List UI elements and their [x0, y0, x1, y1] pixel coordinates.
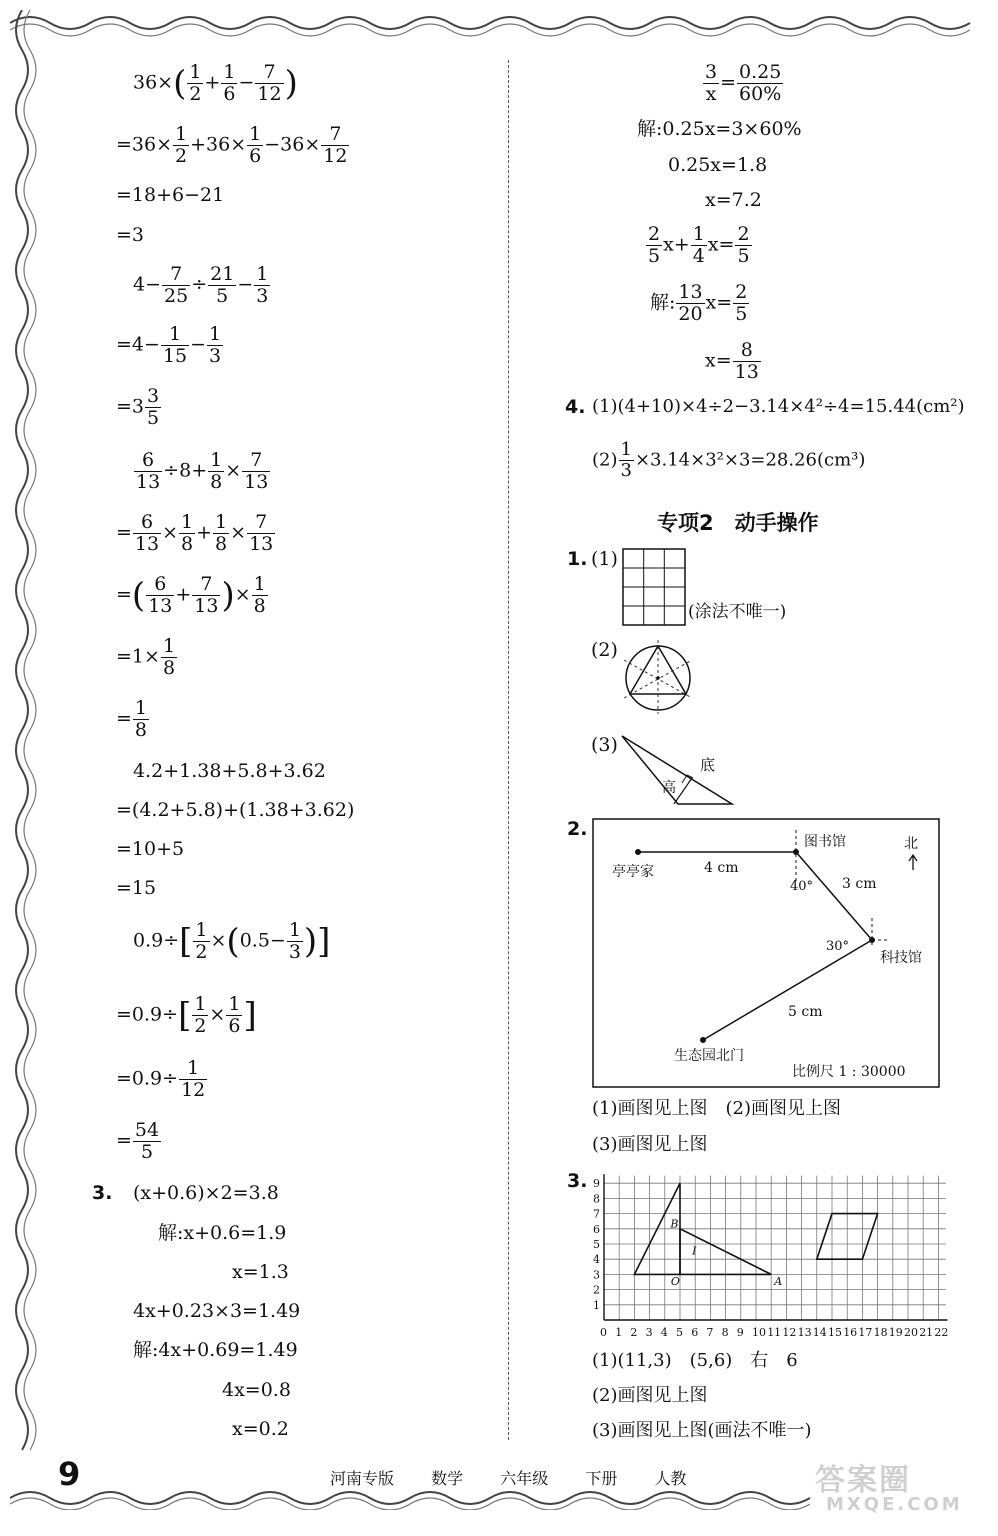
calc5-line2: =0.9÷[ $\frac{1}{2}$ × $\frac{1}{6}$ ] — [116, 993, 257, 1037]
x-tick-label: 0 — [600, 1326, 607, 1339]
x-tick-label: 7 — [706, 1326, 714, 1339]
x-tick-label: 18 — [873, 1326, 888, 1339]
page-number: 9 — [58, 1455, 81, 1493]
q4-number: 4. — [565, 396, 586, 418]
label-b: B — [670, 1217, 679, 1231]
calc4-line2: =(4.2+5.8)+(1.38+3.62) — [116, 799, 355, 821]
y-tick-label: 5 — [593, 1238, 600, 1251]
map-north-label: 北 — [904, 836, 918, 852]
map-figure — [592, 818, 940, 1088]
q3-line1: (x+0.6)×2=3.8 — [133, 1182, 279, 1204]
s3-answer2: (2)画图见上图 — [592, 1385, 708, 1406]
calc1-line1: 36×( $\frac{1}{2}$ + $\frac{1}{6}$ − $\frac{7}{12}$ ) — [133, 61, 298, 105]
s1-part1-label: (1) — [591, 548, 618, 570]
map-angle1: 40° — [790, 879, 814, 894]
circle-triangle-figure — [620, 640, 696, 716]
s1-part2-label: (2) — [591, 639, 618, 661]
s1-number: 1. — [567, 548, 588, 570]
q3-line7: x=0.2 — [232, 1418, 289, 1440]
base-label: 底 — [700, 756, 716, 774]
map-scale: 比例尺 1 : 30000 — [792, 1064, 906, 1080]
x-tick-label: 13 — [797, 1326, 812, 1339]
coordinate-grid — [590, 1170, 960, 1340]
calc3-line1: $\frac{6}{13}$ ÷8+ $\frac{1}{8}$ × $\frac{7}{13}$ — [136, 449, 269, 493]
x-tick-label: 11 — [767, 1326, 782, 1339]
footer-grade: 六年级 — [500, 1469, 549, 1488]
x-tick-label: 19 — [888, 1326, 903, 1339]
x-tick-label: 15 — [828, 1326, 842, 1339]
calc3-line2: = $\frac{6}{13}$ × $\frac{1}{8}$ + $\frac{1}{8}$ × $\frac{7}{13}$ — [116, 511, 274, 555]
calc4-line3: =10+5 — [116, 838, 185, 860]
map-distance1: 4 cm — [704, 860, 739, 876]
calc1-line2: =36× $\frac{1}{2}$ +36× $\frac{1}{6}$ −36× $\frac{7}{12}$ — [116, 123, 348, 167]
s2-number: 2. — [567, 818, 588, 840]
x-tick-label: 10 — [752, 1326, 766, 1339]
y-tick-label: 6 — [593, 1222, 600, 1236]
rp2-line1: $\frac{2}{5}$ x+ $\frac{1}{4}$ x= $\frac{2}{5}$ — [648, 223, 750, 267]
height-label: 高 — [662, 780, 676, 796]
s3-answer3: (3)画图见上图(画法不唯一) — [592, 1420, 812, 1441]
map-park-label: 生态园北门 — [674, 1048, 744, 1064]
q3-number: 3. — [92, 1182, 113, 1204]
label-o: O — [670, 1275, 680, 1289]
x-tick-label: 9 — [736, 1326, 744, 1339]
footer-volume: 下册 — [585, 1469, 618, 1488]
x-tick-label: 5 — [676, 1326, 683, 1339]
x-tick-label: 4 — [660, 1326, 668, 1339]
s1-part3-label: (3) — [591, 734, 618, 756]
q3-line5: 解:4x+0.69=1.49 — [133, 1339, 298, 1361]
y-tick-label: 8 — [593, 1192, 600, 1206]
obtuse-triangle-figure — [618, 732, 738, 808]
calc2-line3: =3 $\frac{3}{5}$ — [116, 385, 160, 429]
calc5-line4: = $\frac{54}{5}$ — [116, 1119, 160, 1163]
calc2-line1: 4− $\frac{7}{25}$ ÷ $\frac{21}{5}$ − $\frac{1}{3}$ — [133, 263, 269, 307]
y-tick-label: 2 — [593, 1283, 600, 1297]
y-tick-label: 1 — [593, 1298, 600, 1312]
map-angle2: 30° — [826, 939, 850, 954]
watermark-url: MXQE.COM — [826, 1494, 963, 1515]
label-i: Ⅰ — [692, 1244, 697, 1258]
calc1-line4: =3 — [116, 224, 145, 246]
x-tick-label: 2 — [630, 1326, 638, 1339]
x-tick-label: 21 — [919, 1326, 934, 1339]
x-tick-label: 1 — [615, 1326, 623, 1339]
q3-line3: x=1.3 — [232, 1261, 289, 1283]
q3-line2: 解:x+0.6=1.9 — [158, 1222, 287, 1244]
s2-answer1: (1)画图见上图 (2)画图见上图 — [592, 1098, 841, 1119]
q4-line2: (2) $\frac{1}{3}$ ×3.14×3²×3=28.26(cm³) — [592, 439, 866, 481]
footer-subject: 数学 — [431, 1469, 464, 1488]
calc3-line5: = $\frac{1}{8}$ — [116, 697, 148, 741]
x-tick-label: 20 — [904, 1326, 918, 1339]
footer-region: 河南专版 — [330, 1469, 395, 1488]
s2-answer2: (3)画图见上图 — [592, 1134, 708, 1155]
map-home-label: 亭亭家 — [612, 864, 654, 880]
x-tick-label: 12 — [782, 1326, 797, 1339]
s3-answer1: (1)(11,3) (5,6) 右 6 — [592, 1350, 798, 1371]
calc2-line2: =4− $\frac{1}{15}$ − $\frac{1}{3}$ — [116, 323, 222, 367]
footer-publisher: 人教 — [654, 1469, 687, 1488]
rp2-line2: 解: $\frac{13}{20}$ x= $\frac{2}{5}$ — [650, 281, 748, 325]
x-tick-label: 22 — [934, 1326, 949, 1339]
y-tick-label: 7 — [593, 1207, 600, 1221]
q3-line6: 4x=0.8 — [222, 1379, 291, 1401]
y-tick-label: 3 — [593, 1268, 600, 1282]
y-tick-label: 4 — [593, 1253, 600, 1267]
column-divider — [508, 60, 509, 1440]
q3-line4: 4x+0.23×3=1.49 — [133, 1300, 301, 1322]
map-museum-label: 科技馆 — [880, 950, 922, 966]
top-wavy-border — [10, 8, 980, 38]
x-tick-label: 17 — [858, 1326, 873, 1339]
x-tick-label: 16 — [843, 1326, 858, 1339]
rp1-line2: 解:0.25x=3×60% — [637, 118, 802, 140]
x-tick-label: 6 — [691, 1326, 699, 1339]
watermark-logo: 答案圈 — [815, 1463, 911, 1498]
x-tick-label: 14 — [812, 1326, 827, 1339]
footer-info — [330, 1466, 704, 1489]
rp1-line4: x=7.2 — [705, 189, 762, 211]
calc5-line3: =0.9÷ $\frac{1}{12}$ — [116, 1057, 206, 1101]
rp1-line3: 0.25x=1.8 — [668, 154, 768, 176]
label-a: A — [774, 1275, 783, 1289]
rp2-line3: x= $\frac{8}{13}$ — [705, 339, 759, 383]
calc5-line1: 0.9÷[ $\frac{1}{2}$ ×(0.5− $\frac{1}{3}$ )] — [133, 919, 331, 963]
grid-shading-figure — [622, 548, 686, 626]
calc3-line4: =1× $\frac{1}{8}$ — [116, 635, 176, 679]
y-tick-label: 9 — [593, 1177, 600, 1191]
calc3-line3: =( $\frac{6}{13}$ + $\frac{7}{13}$ )× $\frac{1}{8}$ — [116, 573, 266, 617]
map-distance2: 3 cm — [842, 876, 877, 892]
calc4-line4: =15 — [116, 877, 157, 899]
s1-part1-note: (涂法不唯一) — [688, 602, 787, 622]
s3-number: 3. — [567, 1170, 588, 1192]
map-distance3: 5 cm — [788, 1004, 823, 1020]
calc4-line1: 4.2+1.38+5.8+3.62 — [133, 760, 326, 782]
section-title: 专项2 动手操作 — [657, 511, 819, 535]
x-tick-label: 8 — [721, 1326, 729, 1339]
q4-line1: (1)(4+10)×4÷2−3.14×4²÷4=15.44(cm²) — [592, 396, 965, 417]
calc1-line3: =18+6−21 — [116, 184, 225, 206]
rp1-line1: $\frac{3}{x}$ = $\frac{0.25}{60\%}$ — [705, 61, 782, 105]
x-tick-label: 3 — [645, 1326, 653, 1339]
map-library-label: 图书馆 — [804, 834, 846, 850]
left-wavy-border — [4, 10, 44, 1470]
